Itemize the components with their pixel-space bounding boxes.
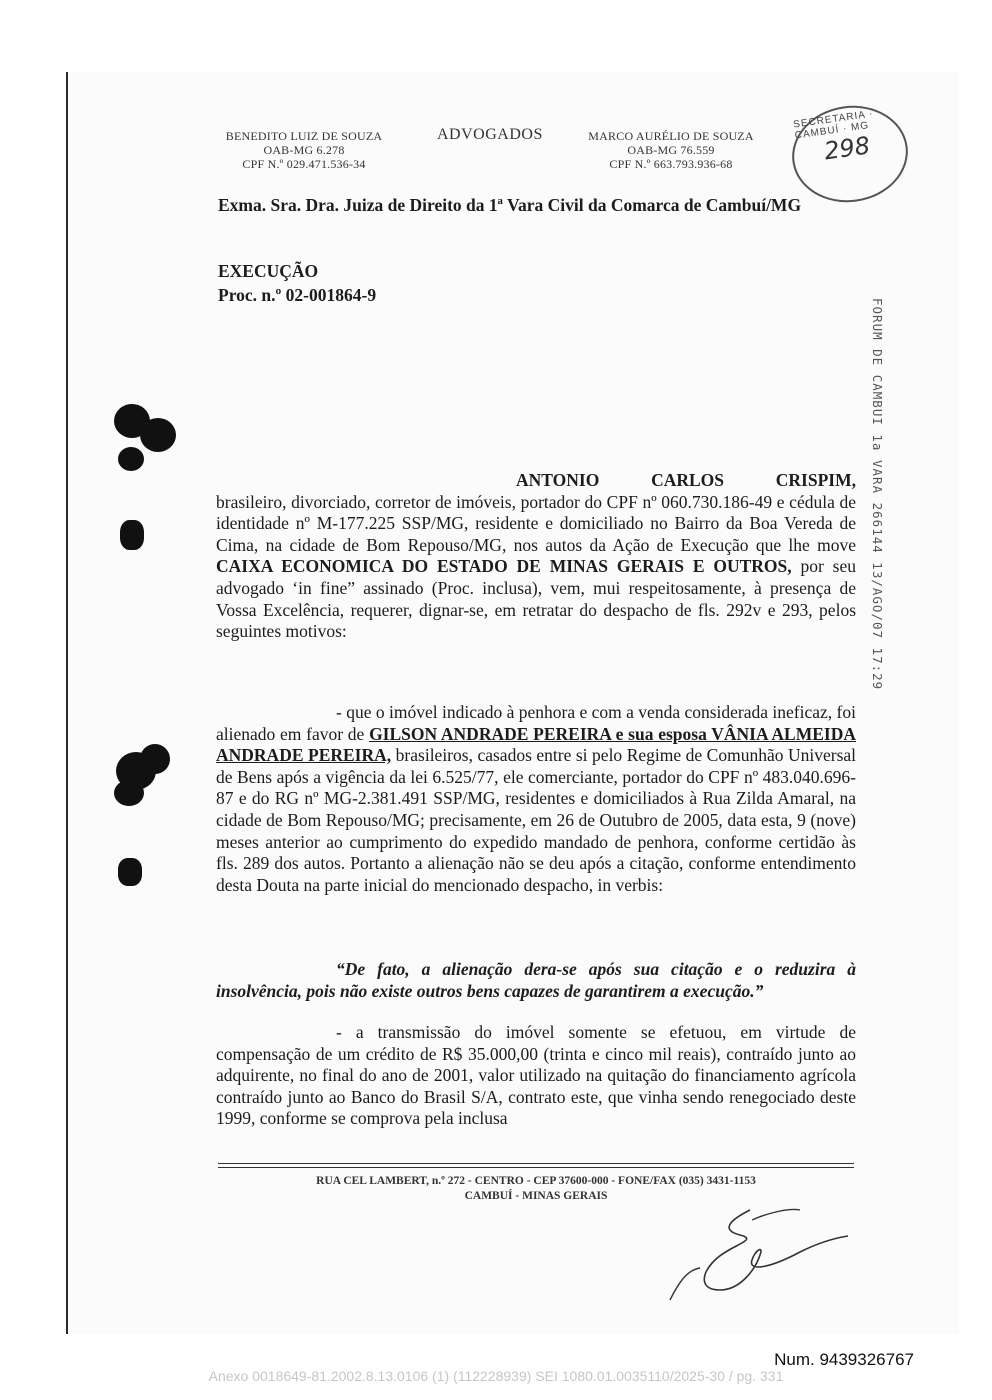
- lawyer-cpf-left: CPF N.º 029.471.536-34: [242, 157, 366, 171]
- buyer-names: GILSON ANDRADE PEREIRA e sua esposa VÂNIA ALMEIDA ANDRADE PEREIRA,: [216, 723, 856, 766]
- paragraph-petitioner: [216, 470, 856, 643]
- quote-text: “De fato, a alienação dera-se após sua citação e o reduzira à insolvência, pois não existe outros bens capazes de garantirem a execução.”: [216, 959, 856, 1001]
- punch-hole: [140, 744, 170, 774]
- addressee: Exma. Sra. Dra. Juiza de Direito da 1ª Vara Civil da Comarca de Cambuí/MG: [218, 195, 802, 215]
- case-heading: [218, 259, 376, 307]
- petitioner-text-b: por seu advogado ‘in fine” assinado (Proc. inclusa), vem, mui respeitosamente, à presença de Vossa Excelência, requerer, dignar-se, em retratar do despacho de fls. 292v e 293, pelos seguintes motivos:: [216, 556, 857, 642]
- annex-reference: Anexo 0018649-81.2002.8.13.0106 (1) (112228939) SEI 1080.01.0035110/2025-30 / pg. 331: [208, 1368, 784, 1384]
- page-number-stamp: 298: [822, 131, 872, 166]
- case-number: Proc. n.º 02-001864-9: [218, 285, 377, 305]
- alienation-text-a: - que o imóvel indicado à penhora e com a venda considerada ineficaz, foi alienado em favor de: [216, 702, 856, 744]
- stamp-text: SECRETARIA · CAMBUÍ · MG: [792, 108, 875, 142]
- handwritten-signature: [660, 1190, 860, 1310]
- case-type: EXECUÇÃO: [218, 261, 319, 281]
- footer-address: RUA CEL LAMBERT, n.º 272 - CENTRO - CEP 37600-000 - FONE/FAX (035) 3431-1153: [316, 1175, 756, 1187]
- lawyer-oab-left: OAB-MG 6.278: [263, 143, 345, 157]
- lawyer-name-left: BENEDITO LUIZ DE SOUZA: [225, 129, 383, 143]
- alienation-text-b: brasileiros, casados entre si pelo Regime de Comunhão Universal de Bens após a vigência da lei 6.525/77, ele comerciante, portador do CPF nº 483.040.696-87 e do RG nº MG-2.381.491 SSP/MG, residentes e domiciliados à Rua Zilda Amaral, na cidade de Bom Repouso/MG; precisamente, em 26 de Outubro de 2005, data esta, 9 (nove) meses anterior ao cumprimento do expedido mandado de penhora, conforme certidão às fls. 289 dos autos. Portanto a alienação não se deu após a citação, conforme entendimento desta Douta na parte inicial do mencionado despacho, in verbis:: [216, 745, 857, 895]
- footer-city: CAMBUÍ - MINAS GERAIS: [464, 1190, 608, 1202]
- document-number: Num. 9439326767: [774, 1350, 914, 1369]
- punch-hole: [118, 447, 144, 471]
- footer-rule: [218, 1167, 854, 1168]
- letterhead-title: ADVOGADOS: [437, 126, 543, 143]
- footer-rule: [218, 1163, 854, 1164]
- punch-hole: [118, 858, 142, 886]
- punch-hole: [140, 418, 176, 452]
- opposing-party: CAIXA ECONOMICA DO ESTADO DE MINAS GERAIS E OUTROS,: [216, 556, 792, 577]
- letterhead-left: [216, 129, 392, 171]
- lawyer-name-right: MARCO AURÉLIO DE SOUZA: [588, 129, 754, 143]
- transmission-text: - a transmissão do imóvel somente se efetuou, em virtude de compensação de um crédito de R$ 35.000,00 (trinta e cinco mil reais), contraído junto ao adquirente, no final do ano de 2001, valor utilizado na quitação do financiamento agrícola contraído junto ao Banco do Brasil S/A, contrato este, que vinha sendo renegociado deste 1999, conforme se comprova pela inclusa: [216, 1022, 856, 1129]
- quoted-decision: [216, 958, 856, 1002]
- paragraph-transmission: [216, 1022, 856, 1130]
- paragraph-alienation: [216, 702, 856, 896]
- petitioner-text-a: brasileiro, divorciado, corretor de imóveis, portador do CPF nº 060.730.186-49 e cédula de identidade nº M-177.225 SSP/MG, residente e domiciliado no Bairro da Boa Vereda de Cima, na cidade de Bom Repouso/MG, nos autos da Ação de Execução que lhe move: [216, 491, 856, 555]
- punch-hole: [114, 780, 144, 806]
- lawyer-cpf-right: CPF N.º 663.793.936-68: [609, 157, 733, 171]
- punch-hole: [120, 520, 144, 550]
- petitioner-name: ANTONIO CARLOS CRISPIM,: [516, 470, 856, 490]
- lawyer-oab-right: OAB-MG 76.559: [627, 143, 715, 157]
- letterhead-right: [584, 129, 758, 171]
- protocol-stamp: FORUM DE CAMBUI 1a VARA 266144 13/AGO/07 17:29: [870, 298, 885, 691]
